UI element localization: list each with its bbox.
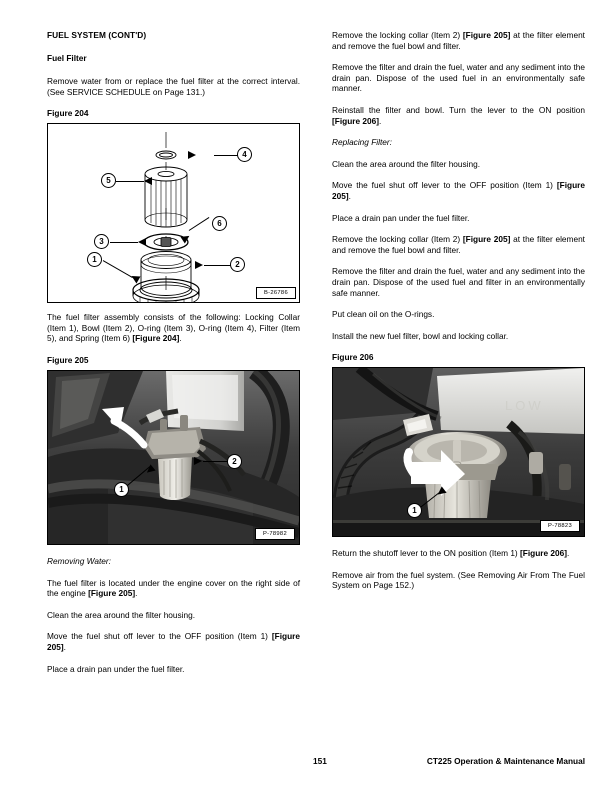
clean-area-paragraph-right: Clean the area around the filter housing.: [332, 158, 481, 169]
located-figure-ref: [Figure 205]: [88, 588, 136, 599]
figure-206-photo: [332, 367, 585, 537]
subsection-title: Fuel Filter: [47, 53, 87, 63]
assembly-text: The fuel filter assembly consists of the following: Locking Collar (Item 1), Bowl (Item 2), O-ring (Item 3), O-ring (Item 4), Filter (Item 5), and Spring (Item 6): [47, 312, 300, 344]
reinstall-figure-ref: [Figure 206]: [332, 115, 380, 126]
arrowhead-photo-2: [194, 457, 202, 465]
svg-text:LOW: LOW: [505, 398, 544, 414]
collar-figure-ref: [Figure 205]: [462, 30, 511, 40]
figure-204-diagram: [47, 123, 300, 303]
leader-line-photo-2: [203, 461, 228, 462]
figure-204-label: Figure 204: [47, 108, 89, 119]
leader-line-5: [116, 181, 144, 182]
intro-paragraph: Remove water from or replace the fuel filter at the correct interval. (See SERVICE SCHEDULE on Page 131.): [47, 76, 300, 97]
leader-line-4: [214, 155, 238, 156]
arrowhead-5: [144, 177, 152, 185]
page-number: 151: [313, 756, 327, 766]
drain-pan-paragraph-right: Place a drain pan under the fuel filter.: [332, 212, 470, 223]
shutoff-figure-ref: [Figure 205]: [47, 631, 300, 652]
callout-3: 3: [94, 234, 109, 249]
callout-5: 5: [101, 173, 116, 188]
return-text-b: .: [567, 548, 570, 559]
assembly-text-tail: .: [179, 333, 182, 344]
figure-206-label: Figure 206: [332, 352, 374, 363]
oil-orings-paragraph: Put clean oil on the O-rings.: [332, 309, 435, 320]
drain-paragraph: Remove the filter and drain the fuel, water and any sediment into the drain pan. Dispose of the used fuel in an environmentally safe manner.: [332, 62, 585, 94]
collar2-figure-ref: [Figure 205]: [462, 234, 511, 245]
callout-4: 4: [237, 147, 252, 162]
collar-text-a: Remove the locking collar (Item 2): [332, 30, 463, 40]
manual-title: CT225 Operation & Maintenance Manual: [426, 756, 585, 766]
shutoff-paragraph-right: [332, 180, 585, 201]
arrowhead-4: [188, 151, 196, 159]
shutoff-paragraph: [47, 631, 300, 652]
shutoff-right-figure-ref: [Figure 205]: [332, 180, 585, 201]
removing-water-heading: Removing Water:: [47, 555, 111, 566]
return-figure-ref: [Figure 206]: [520, 548, 568, 559]
leader-line-2: [204, 265, 231, 266]
return-lever-paragraph: [332, 548, 585, 559]
collar-paragraph-2: [332, 234, 585, 255]
figure-205-image-id: P-78982: [255, 528, 295, 540]
fuel-filter-exploded-diagram: [48, 124, 299, 302]
collar-paragraph: [332, 30, 585, 51]
reinstall-paragraph: [332, 105, 585, 126]
located-paragraph: [47, 578, 300, 599]
remove-air-paragraph: Remove air from the fuel system. (See Removing Air From The Fuel System on Page 152.): [332, 569, 585, 591]
collar-text-b: at the filter element and remove the fuel bowl and filter.: [332, 30, 585, 51]
callout-photo206-1: 1: [407, 503, 422, 518]
replacing-filter-heading: Replacing Filter:: [332, 137, 392, 148]
shutoff-text-tail: .: [63, 641, 66, 652]
callout-photo205-2: 2: [227, 454, 242, 469]
assembly-figure-ref: [Figure 204]: [132, 333, 180, 344]
reinstall-text-b: .: [379, 115, 382, 126]
clean-area-paragraph: Clean the area around the filter housing.: [47, 609, 196, 620]
install-new-paragraph: Install the new fuel filter, bowl and locking collar.: [332, 330, 509, 341]
figure-204-image-id: B-26786: [256, 287, 296, 299]
figure-206-image-id: P-78823: [540, 520, 580, 532]
fuel-filter-closeup-photo: [333, 368, 584, 536]
collar2-text-b: at the filter element and remove the fuel bowl and filter.: [332, 234, 585, 255]
page-title: FUEL SYSTEM (CONT'D): [47, 30, 147, 40]
return-text-a: Return the shutoff lever to the ON position (Item 1): [332, 548, 521, 559]
arrowhead-2: [195, 261, 203, 269]
drain-paragraph-2: Remove the filter and drain the fuel, water and any sediment into the drain pan. Dispose of the used fuel and filter in an environmentally safe manner.: [332, 266, 585, 298]
shutoff-right-text-a: Move the fuel shut off lever to the OFF position (Item 1): [332, 180, 557, 191]
figure-205-label: Figure 205: [47, 354, 89, 365]
assembly-paragraph: [47, 312, 300, 344]
located-text-tail: .: [135, 588, 138, 599]
callout-1: 1: [87, 252, 102, 267]
left-column: [47, 30, 300, 674]
right-column: [332, 30, 585, 591]
reinstall-text-a: Reinstall the filter and bowl. Turn the lever to the ON position: [332, 104, 585, 115]
shutoff-right-text-b: .: [348, 190, 351, 201]
figure-205-photo: [47, 370, 300, 545]
callout-2: 2: [230, 257, 245, 272]
drain-pan-paragraph: Place a drain pan under the fuel filter.: [47, 663, 185, 674]
callout-photo205-1: 1: [114, 482, 129, 497]
engine-bay-photo: [48, 371, 299, 544]
leader-line-3: [110, 242, 138, 243]
callout-6: 6: [212, 216, 227, 231]
located-text: The fuel filter is located under the engine cover on the right side of the engine: [47, 577, 300, 599]
shutoff-text: Move the fuel shut off lever to the OFF position (Item 1): [47, 631, 272, 642]
collar2-text-a: Remove the locking collar (Item 2): [332, 234, 463, 245]
arrowhead-3: [138, 238, 146, 246]
